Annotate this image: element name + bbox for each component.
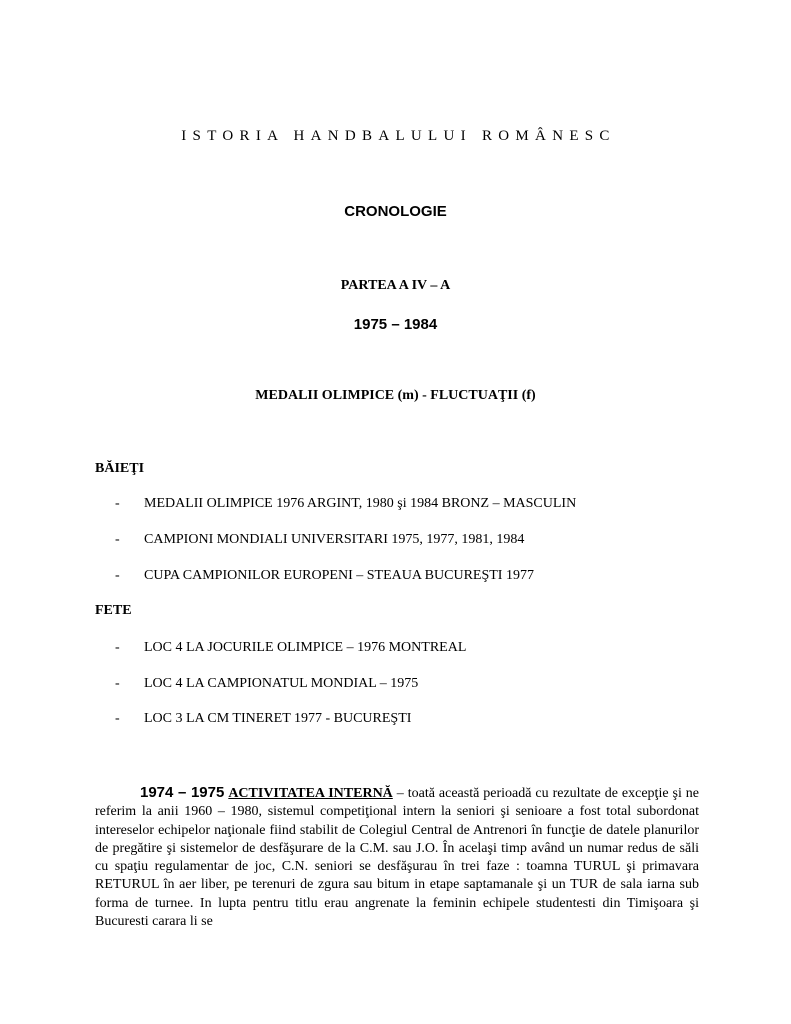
list-bullet: - (115, 640, 120, 655)
list-bullet: - (115, 496, 120, 511)
years-range: 1975 – 1984 (353, 316, 438, 333)
list-item (115, 496, 576, 512)
document-subtitle: CRONOLOGIE (344, 203, 447, 220)
list-bullet: - (115, 532, 120, 547)
list-item (115, 711, 411, 727)
list-item (115, 640, 466, 656)
list-bullet: - (115, 676, 120, 691)
list-bullet: - (115, 568, 120, 583)
list-item-text: CUPA CAMPIONILOR EUROPENI – STEAUA BUCUREŞTI 1977 (144, 568, 534, 583)
body-paragraph (95, 784, 699, 931)
paragraph-heading: ACTIVITATEA INTERNĂ (228, 786, 393, 801)
paragraph-text: – toată această perioadă cu rezultate de excepţie şi ne referim la anii 1960 – 1980, sistemul competiţional intern la seniori şi senioare a fost total subordonat intereselor echipelor naţionale fiind stabilit de Colegiul Central de Antrenori în funcţie de datele planurilor de pregătire şi sistemelor de desfăşurare de la C.M. sau J.O. În acelaşi timp având un numar redus de săli cu spaţiu regulamentar de joc, C.N. seniori se desfăşurau în trei faze : toamna TURUL şi primavara RETURUL în aer liber, pe terenuri de zgura sau bitum in etape saptamanale şi un TUR de sala iarna sub forma de turnee. In lupta pentru titlu erau angrenate la feminin echipele studentesti din Timişoara şi Bucuresti carara li se (95, 786, 700, 930)
part-label: PARTEA A IV – A (340, 278, 451, 293)
list-bullet: - (115, 711, 120, 726)
list-item (115, 568, 534, 584)
list-item (115, 532, 524, 548)
girls-section-heading: FETE (95, 603, 132, 618)
list-item-text: LOC 4 LA JOCURILE OLIMPICE – 1976 MONTREAL (144, 640, 467, 655)
list-item-text: CAMPIONI MONDIALI UNIVERSITARI 1975, 1977, 1981, 1984 (144, 532, 525, 547)
document-title: ISTORIA HANDBALULUI ROMÂNESC (181, 128, 616, 144)
list-item (115, 676, 418, 692)
list-item-text: MEDALII OLIMPICE 1976 ARGINT, 1980 şi 1984 BRONZ – MASCULIN (144, 496, 577, 511)
list-item-text: LOC 4 LA CAMPIONATUL MONDIAL – 1975 (144, 676, 419, 691)
boys-section-heading: BĂIEŢI (95, 461, 145, 476)
medals-heading: MEDALII OLIMPICE (m) - FLUCTUAŢII (f) (255, 388, 536, 403)
paragraph-period: 1974 – 1975 (140, 784, 225, 801)
list-item-text: LOC 3 LA CM TINERET 1977 - BUCUREŞTI (144, 711, 412, 726)
